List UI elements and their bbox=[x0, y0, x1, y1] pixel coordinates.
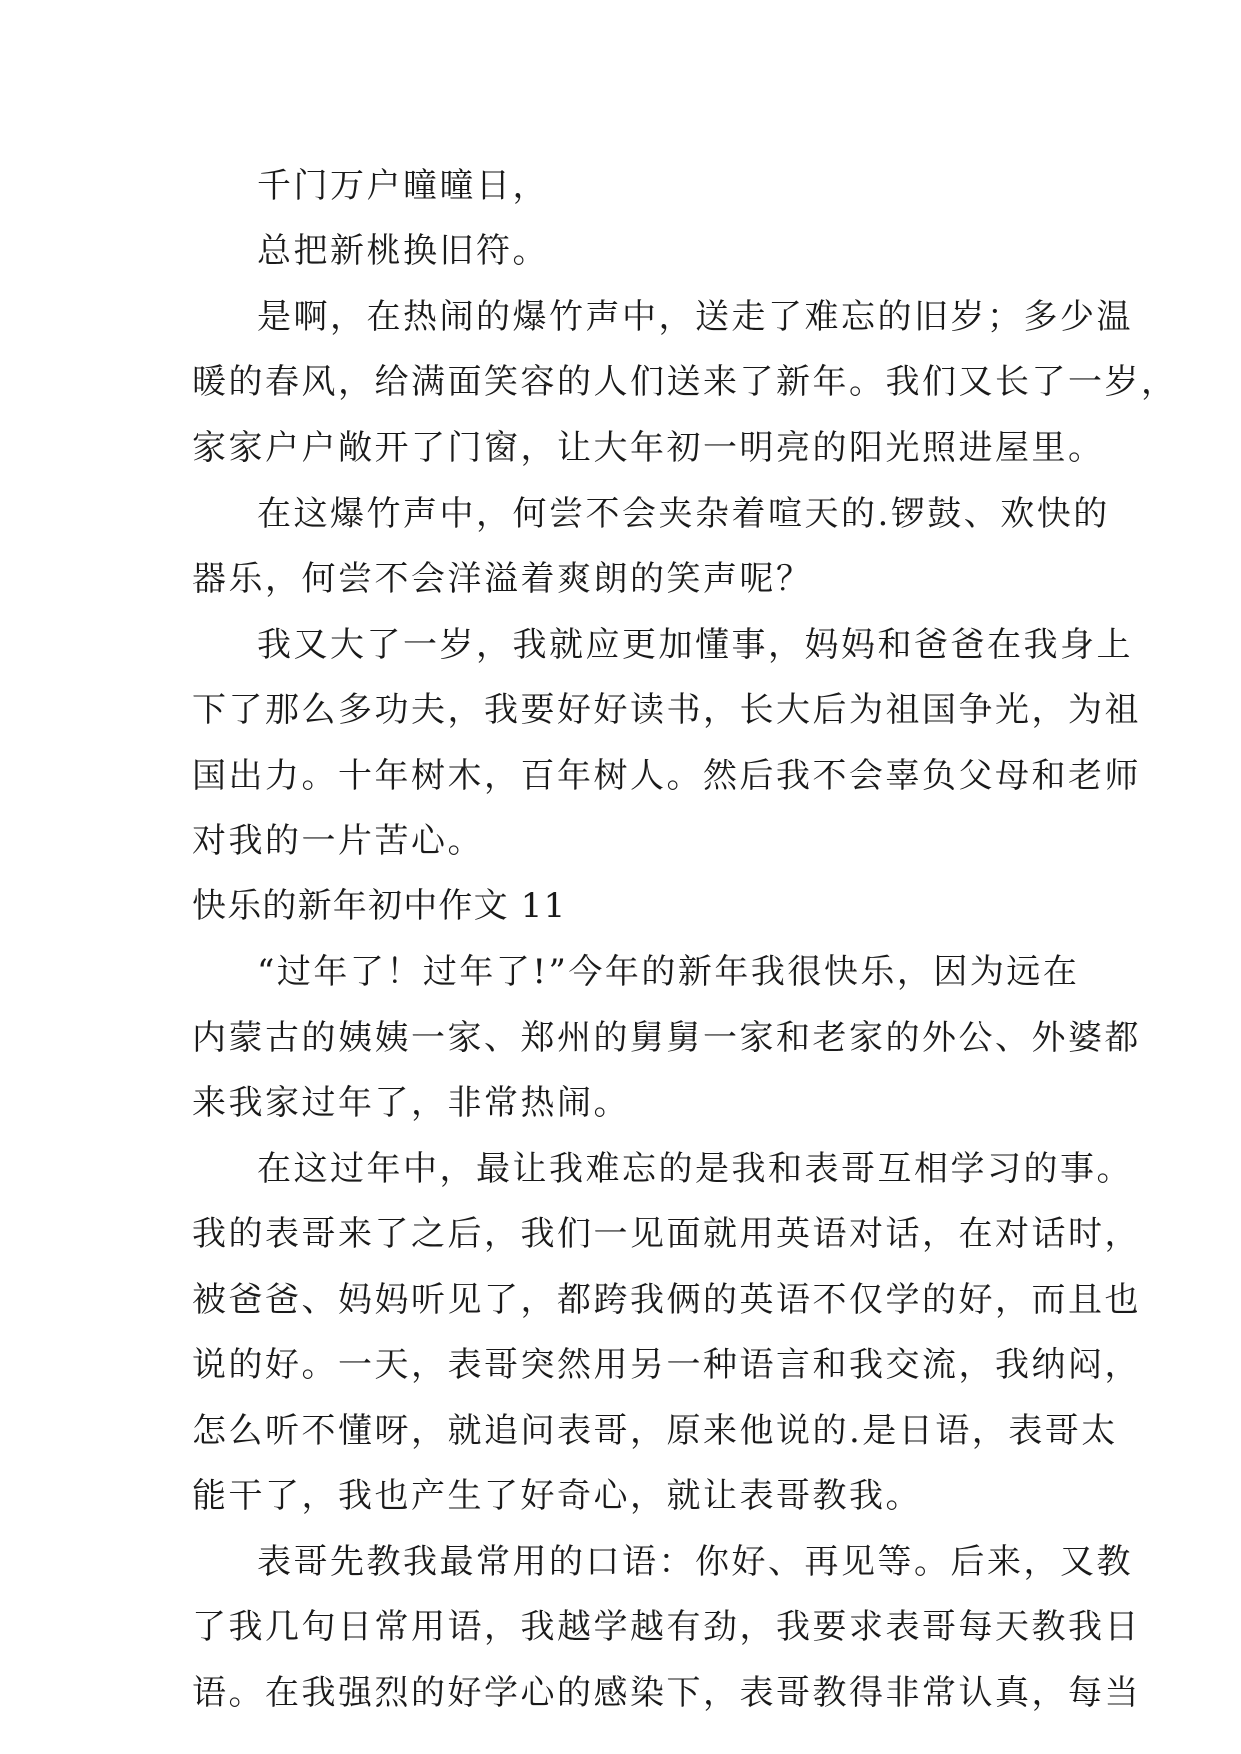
paragraph-line: “过年了！过年了!”今年的新年我很快乐，因为远在 bbox=[257, 952, 1080, 992]
paragraph-line: 表哥先教我最常用的口语：你好、再见等。后来，又教 bbox=[257, 1542, 1133, 1582]
paragraph-line: 对我的一片苦心。 bbox=[192, 821, 484, 861]
paragraph-line: 下了那么多功夫，我要好好读书，长大后为祖国争光，为祖 bbox=[192, 690, 1141, 730]
paragraph-line: 说的好。一天，表哥突然用另一种语言和我交流，我纳闷， bbox=[192, 1345, 1141, 1385]
paragraph-line: 器乐，何尝不会洋溢着爽朗的笑声呢？ bbox=[192, 559, 813, 599]
paragraph-line: 我又大了一岁，我就应更加懂事，妈妈和爸爸在我身上 bbox=[257, 625, 1133, 665]
poem-line: 总把新桃换旧符。 bbox=[257, 231, 549, 271]
paragraph-line: 内蒙古的姨姨一家、郑州的舅舅一家和老家的外公、外婆都 bbox=[192, 1018, 1141, 1058]
paragraph-line: 我的表哥来了之后，我们一见面就用英语对话，在对话时， bbox=[192, 1214, 1141, 1254]
paragraph-line: 家家户户敞开了门窗，让大年初一明亮的阳光照进屋里。 bbox=[192, 428, 1105, 468]
paragraph-line: 是啊，在热闹的爆竹声中，送走了难忘的旧岁；多少温 bbox=[257, 297, 1133, 337]
paragraph-line: 了我几句日常用语，我越学越有劲，我要求表哥每天教我日 bbox=[192, 1607, 1141, 1647]
poem-line: 千门万户曈曈日， bbox=[257, 166, 549, 206]
paragraph-line: 在这过年中，最让我难忘的是我和表哥互相学习的事。 bbox=[257, 1149, 1133, 1189]
paragraph-line: 在这爆竹声中，何尝不会夹杂着喧天的.锣鼓、欢快的 bbox=[257, 494, 1110, 534]
paragraph-line: 语。在我强烈的好学心的感染下，表哥教得非常认真，每当 bbox=[192, 1673, 1141, 1713]
paragraph-line: 能干了，我也产生了好奇心，就让表哥教我。 bbox=[192, 1476, 922, 1516]
section-heading: 快乐的新年初中作文 11 bbox=[192, 886, 567, 926]
paragraph-line: 暖的春风，给满面笑容的人们送来了新年。我们又长了一岁， bbox=[192, 362, 1178, 402]
paragraph-line: 来我家过年了，非常热闹。 bbox=[192, 1083, 630, 1123]
paragraph-line: 被爸爸、妈妈听见了，都跨我俩的英语不仅学的好，而且也 bbox=[192, 1280, 1141, 1320]
paragraph-line: 国出力。十年树木，百年树人。然后我不会辜负父母和老师 bbox=[192, 756, 1141, 796]
paragraph-line: 怎么听不懂呀，就追问表哥，原来他说的.是日语，表哥太 bbox=[192, 1411, 1118, 1451]
